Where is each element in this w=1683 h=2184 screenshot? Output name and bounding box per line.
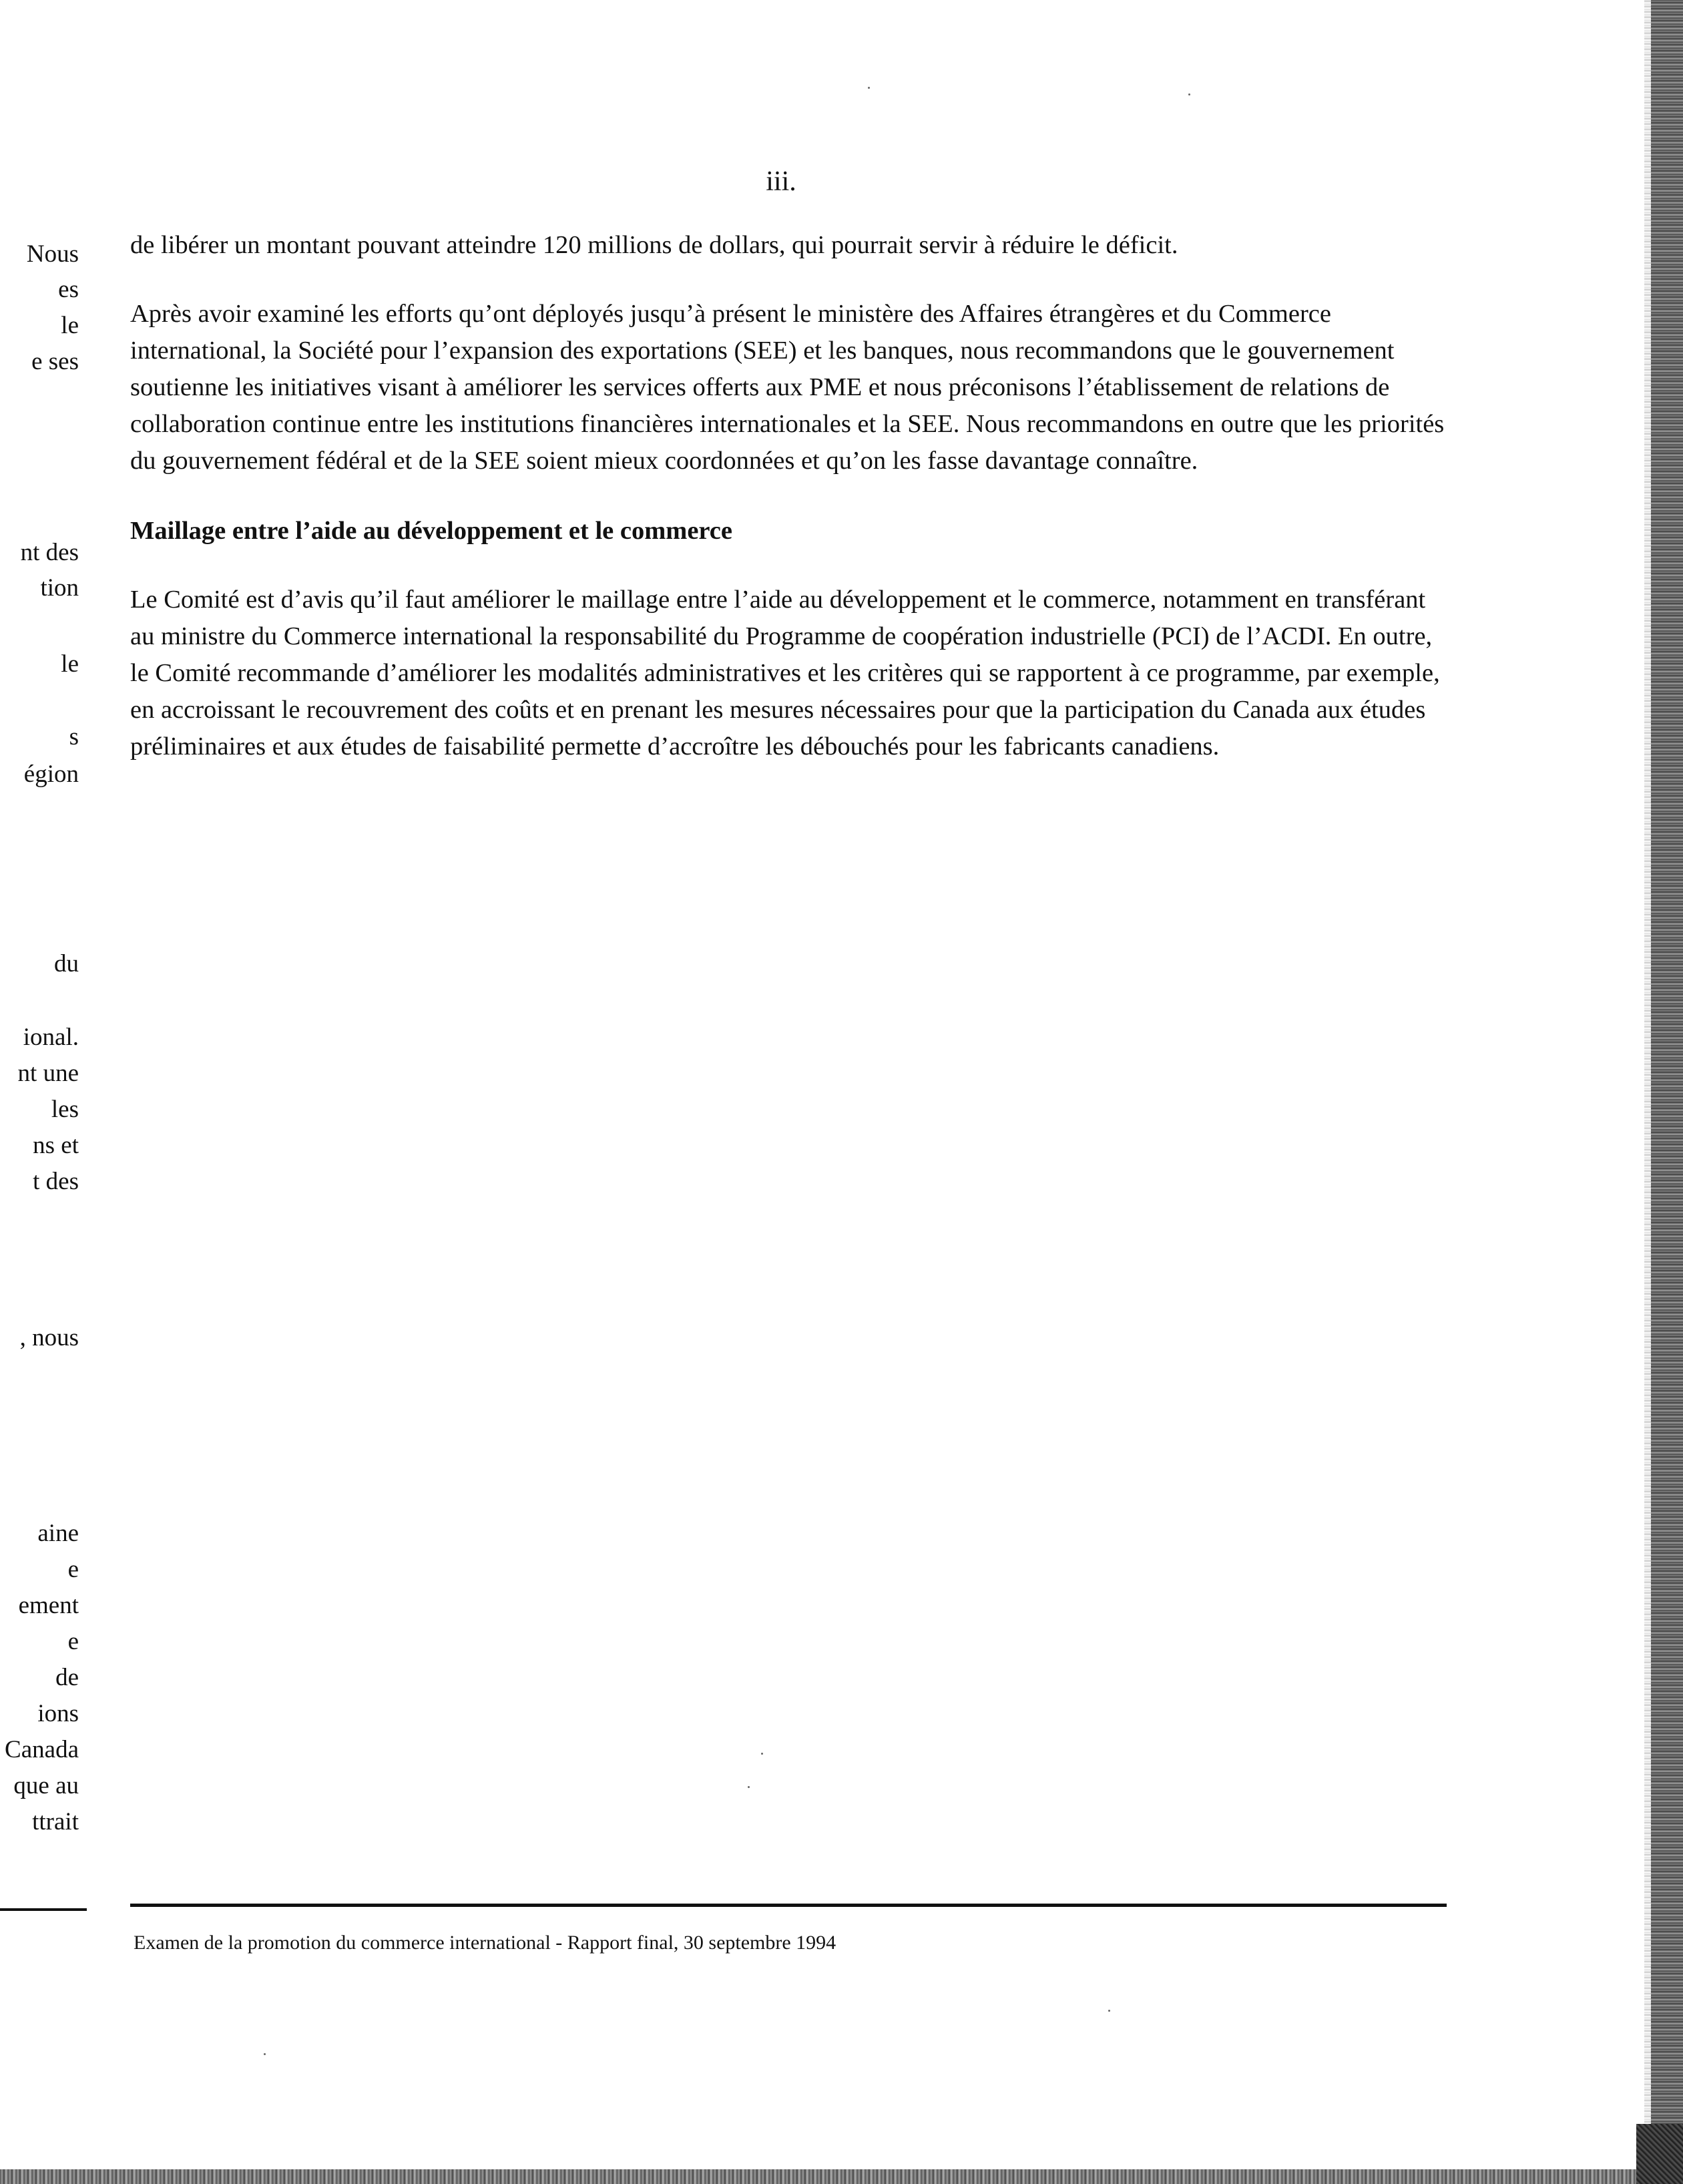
paragraph-see-recommendations: Après avoir examiné les efforts qu’ont déployés jusqu’à présent le ministère des Affaires étrangères et du Commerce international, la Société pour l’expansion des exportations (SEE) et les banques, nous recommandons que le gouvernement soutienne les initiatives visant à améliorer les services offerts aux PME et nous préconisons l’établissement de relations de collaboration continue entre les institutions financières internationales et la SEE. Nous recommandons en outre que les priorités du gouvernement fédéral et de la SEE soient mieux coordonnées et qu’on les fasse davantage connaître. bbox=[130, 300, 1445, 475]
left-fragment: aine bbox=[37, 1520, 79, 1547]
left-column-fragments bbox=[0, 0, 93, 1936]
left-fragment: ns et bbox=[33, 1132, 79, 1159]
footer-rule bbox=[130, 1904, 1447, 1907]
left-fragment: e ses bbox=[31, 348, 79, 375]
left-fragment: e bbox=[67, 1556, 79, 1583]
left-fragment: le bbox=[61, 312, 79, 339]
scan-speck bbox=[1108, 2010, 1110, 2012]
main-text-column bbox=[130, 227, 1452, 765]
left-fragment: s bbox=[69, 723, 79, 750]
left-fragment: ions bbox=[37, 1700, 79, 1727]
paragraph-committee-opinion: Le Comité est d’avis qu’il faut améliorer le maillage entre l’aide au développement et le commerce, notamment en transférant au ministre du Commerce international la responsabilité du Programme de coopération industrielle (PCI) de l’ACDI. En outre, le Comité recommande d’améliorer les modalités administratives et les critères qui se rapportent à ce programme, par exemple, en accroissant le recouvrement des coûts et en prenant les mesures nécessaires pour que la participation du Canada aux études préliminaires et aux études de faisabilité permette d’accroître les débouchés pour les fabricants canadiens. bbox=[130, 586, 1440, 760]
left-fragment: le bbox=[61, 650, 79, 678]
left-fragment: es bbox=[58, 276, 79, 303]
left-fragment: que au bbox=[13, 1772, 79, 1799]
left-fragment: e bbox=[67, 1628, 79, 1655]
left-fragment: nt des bbox=[20, 539, 79, 566]
left-fragment: Canada bbox=[5, 1736, 79, 1763]
left-fragment: ional. bbox=[23, 1024, 79, 1051]
scan-speck bbox=[264, 2053, 266, 2055]
scan-edge-right bbox=[1651, 0, 1683, 2184]
left-column-rule bbox=[0, 1908, 87, 1911]
left-fragment: , nous bbox=[19, 1324, 79, 1351]
scan-speck bbox=[748, 1786, 750, 1788]
left-fragment: tion bbox=[40, 574, 79, 602]
left-fragment: du bbox=[54, 950, 79, 977]
scan-edge-bottom bbox=[0, 2169, 1683, 2184]
left-fragment: nt une bbox=[17, 1060, 79, 1087]
left-fragment: de bbox=[55, 1664, 79, 1691]
footer-text: Examen de la promotion du commerce international - Rapport final, 30 septembre 1994 bbox=[134, 1932, 836, 1954]
section-heading: Maillage entre l’aide au développement et le commerce bbox=[130, 517, 732, 545]
left-fragment: les bbox=[51, 1096, 79, 1123]
left-fragment: Nous bbox=[26, 240, 79, 268]
left-fragment: ement bbox=[18, 1592, 79, 1619]
left-fragment: égion bbox=[23, 760, 79, 788]
page-number: iii. bbox=[766, 166, 796, 197]
scan-speck bbox=[868, 87, 870, 89]
left-fragment: ttrait bbox=[32, 1808, 79, 1835]
left-fragment: t des bbox=[33, 1168, 79, 1195]
scan-speck bbox=[761, 1753, 763, 1755]
scan-edge-corner bbox=[1636, 2124, 1683, 2184]
scan-speck bbox=[1188, 93, 1190, 95]
paragraph-deficit: de libérer un montant pouvant atteindre 120 millions de dollars, qui pourrait servir à réduire le déficit. bbox=[130, 231, 1178, 259]
